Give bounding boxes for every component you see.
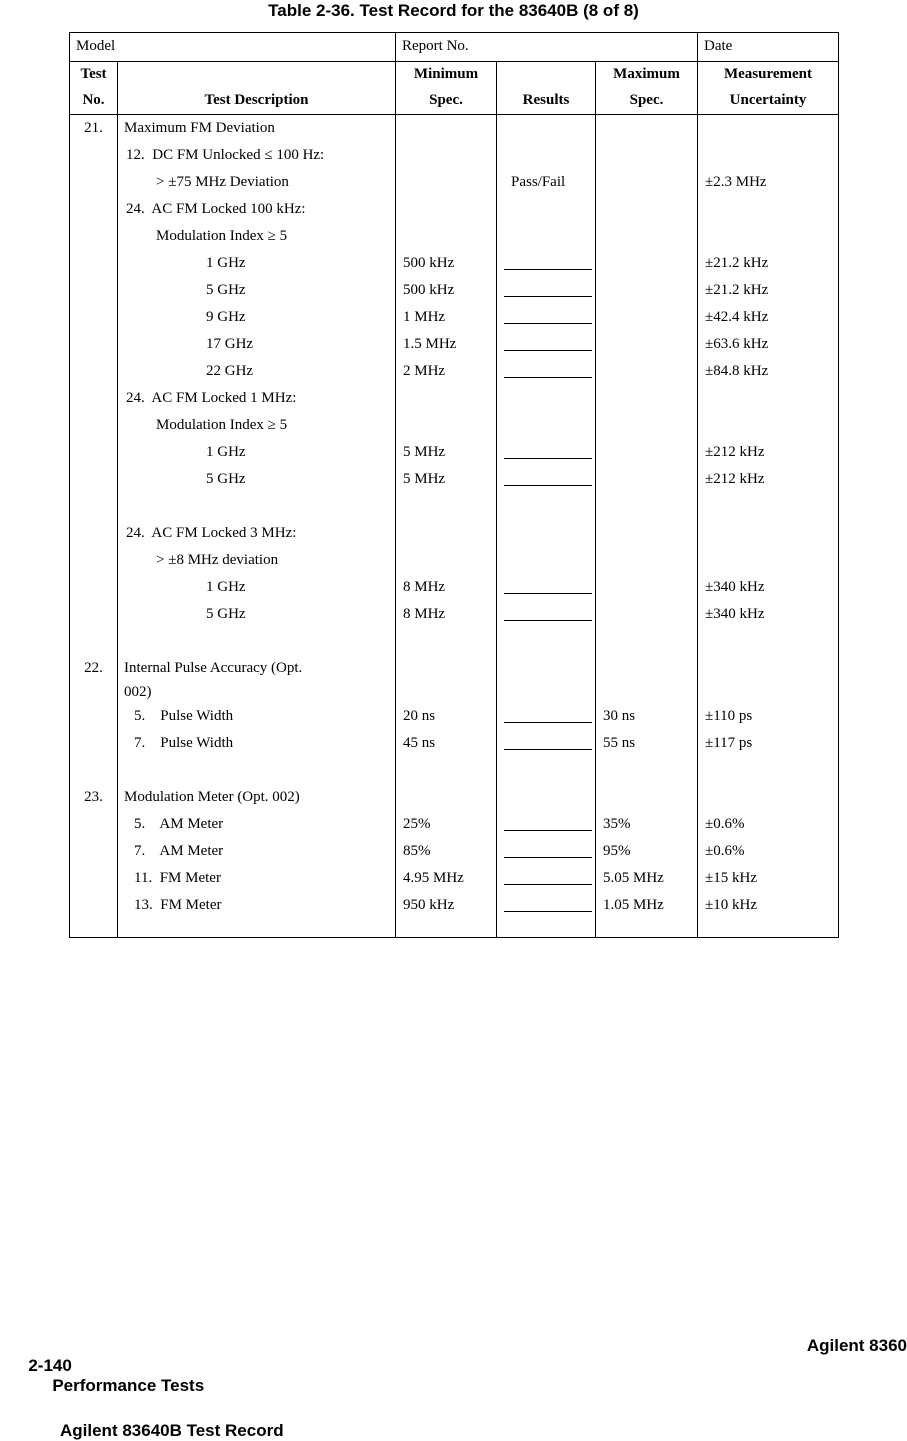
results-cell xyxy=(497,628,596,655)
table-row xyxy=(70,682,838,703)
results-cell xyxy=(497,730,596,757)
page-footer xyxy=(0,1336,907,1441)
result-blank-line xyxy=(504,323,592,324)
results-cell xyxy=(497,784,596,811)
min-spec-cell xyxy=(396,196,497,223)
header-results xyxy=(497,62,596,114)
max-spec-cell xyxy=(596,493,698,520)
results-cell xyxy=(497,655,596,682)
description-cell: > ±8 MHz deviation xyxy=(118,547,396,574)
min-spec-cell: 5 MHz xyxy=(396,439,497,466)
description-cell: 7. AM Meter xyxy=(118,838,396,865)
test-no-cell xyxy=(70,277,118,304)
description-cell: 5 GHz xyxy=(118,601,396,628)
test-no-cell xyxy=(70,169,118,196)
uncertainty-cell xyxy=(698,628,838,655)
results-cell xyxy=(497,838,596,865)
description-cell: 11. FM Meter xyxy=(118,865,396,892)
description-cell: 5 GHz xyxy=(118,277,396,304)
description-cell: 1 GHz xyxy=(118,574,396,601)
description-cell: 22 GHz xyxy=(118,358,396,385)
uncertainty-cell: ±63.6 kHz xyxy=(705,336,769,352)
uncertainty-cell xyxy=(698,520,838,547)
table-row xyxy=(70,439,838,466)
min-spec-cell: 1 MHz xyxy=(396,304,497,331)
description-cell: 24. AC FM Locked 1 MHz: xyxy=(118,385,396,412)
result-blank-line xyxy=(504,458,592,459)
min-spec-cell xyxy=(396,223,497,250)
results-cell xyxy=(497,601,596,628)
uncertainty-cell xyxy=(698,196,838,223)
table-row xyxy=(70,892,838,919)
results-cell xyxy=(497,250,596,277)
table-blank-row xyxy=(70,919,838,937)
table-row xyxy=(70,655,838,682)
results-cell xyxy=(497,358,596,385)
min-spec-cell: 8 MHz xyxy=(396,601,497,628)
uncertainty-cell: ±2.3 MHz xyxy=(705,174,767,190)
header-minimum-spec-line1: Minimum xyxy=(413,66,479,82)
results-cell xyxy=(497,142,596,169)
min-spec-cell: 4.95 MHz xyxy=(396,865,497,892)
test-no-cell xyxy=(70,250,118,277)
header-maximum-spec xyxy=(596,62,698,114)
results-cell xyxy=(497,520,596,547)
table-row xyxy=(70,730,838,757)
table-body xyxy=(70,115,838,937)
table-row xyxy=(70,115,838,142)
description-cell: 13. FM Meter xyxy=(118,892,396,919)
table-row xyxy=(70,196,838,223)
max-spec-cell xyxy=(596,331,698,358)
meta-model-cell: Model xyxy=(70,33,396,61)
uncertainty-cell xyxy=(698,547,838,574)
test-no-cell xyxy=(70,919,118,937)
max-spec-cell xyxy=(596,223,698,250)
max-spec-cell xyxy=(596,601,698,628)
test-no-cell xyxy=(70,865,118,892)
table-row xyxy=(70,520,838,547)
table-row xyxy=(70,142,838,169)
test-no-cell xyxy=(70,385,118,412)
header-measurement-uncertainty xyxy=(698,62,838,114)
max-spec-cell xyxy=(596,250,698,277)
test-no-cell: 21. xyxy=(70,115,118,142)
footer-section-title: Performance Tests xyxy=(52,1376,205,1395)
table-column-header-row xyxy=(70,62,838,115)
results-cell xyxy=(497,385,596,412)
header-maximum-spec-line1: Maximum xyxy=(613,66,680,82)
test-no-cell xyxy=(70,358,118,385)
max-spec-cell xyxy=(596,574,698,601)
table-meta-header-row xyxy=(70,33,838,62)
test-no-cell xyxy=(70,304,118,331)
min-spec-cell: 950 kHz xyxy=(396,892,497,919)
results-cell xyxy=(497,811,596,838)
description-cell xyxy=(118,628,396,655)
description-cell: Modulation Index ≥ 5 xyxy=(118,412,396,439)
min-spec-cell: 20 ns xyxy=(396,703,497,730)
uncertainty-cell xyxy=(698,682,838,703)
uncertainty-cell: ±212 kHz xyxy=(705,444,765,460)
header-test-no xyxy=(70,62,118,114)
max-spec-cell xyxy=(596,169,698,196)
uncertainty-cell: ±21.2 kHz xyxy=(705,282,769,298)
header-test-no-line2: No. xyxy=(82,92,105,108)
min-spec-cell: 45 ns xyxy=(396,730,497,757)
max-spec-cell xyxy=(596,358,698,385)
results-cell xyxy=(497,196,596,223)
uncertainty-cell xyxy=(698,115,838,142)
description-cell: Maximum FM Deviation xyxy=(118,115,396,142)
footer-subtitle: Agilent 83640B Test Record xyxy=(60,1421,284,1440)
table-row xyxy=(70,331,838,358)
meta-date-cell: Date xyxy=(704,38,733,54)
description-cell: Modulation Meter (Opt. 002) xyxy=(118,784,396,811)
uncertainty-cell: ±10 kHz xyxy=(705,897,757,913)
test-no-cell xyxy=(70,601,118,628)
test-no-cell: 23. xyxy=(70,784,118,811)
test-no-cell xyxy=(70,628,118,655)
result-blank-line xyxy=(504,620,592,621)
max-spec-cell xyxy=(596,412,698,439)
description-cell: 1 GHz xyxy=(118,250,396,277)
footer-line1 xyxy=(0,1336,907,1416)
max-spec-cell xyxy=(596,277,698,304)
results-cell xyxy=(497,892,596,919)
table-blank-row xyxy=(70,493,838,520)
max-spec-cell: 5.05 MHz xyxy=(596,865,698,892)
max-spec-cell xyxy=(596,784,698,811)
table-row xyxy=(70,250,838,277)
table-row xyxy=(70,385,838,412)
footer-right-title: Agilent 8360 xyxy=(806,1336,907,1355)
results-cell xyxy=(497,277,596,304)
footer-page-number: 2-140 xyxy=(28,1356,72,1375)
description-cell xyxy=(118,757,396,784)
max-spec-cell xyxy=(596,520,698,547)
max-spec-cell: 35% xyxy=(596,811,698,838)
description-cell: > ±75 MHz Deviation xyxy=(118,169,396,196)
max-spec-cell: 1.05 MHz xyxy=(596,892,698,919)
result-blank-line xyxy=(504,884,592,885)
uncertainty-cell xyxy=(698,142,838,169)
result-blank-line xyxy=(504,350,592,351)
min-spec-cell: 500 kHz xyxy=(396,277,497,304)
uncertainty-cell: ±0.6% xyxy=(705,843,745,859)
description-cell: 5 GHz xyxy=(118,466,396,493)
uncertainty-cell: ±21.2 kHz xyxy=(705,255,769,271)
description-cell: 002) xyxy=(118,682,396,703)
uncertainty-cell: ±42.4 kHz xyxy=(705,309,769,325)
min-spec-cell: 85% xyxy=(396,838,497,865)
table-row xyxy=(70,838,838,865)
test-no-cell xyxy=(70,223,118,250)
min-spec-cell xyxy=(396,142,497,169)
results-cell xyxy=(497,919,596,937)
test-no-cell xyxy=(70,142,118,169)
header-test-description-label: Test Description xyxy=(204,92,309,108)
result-blank-line xyxy=(504,377,592,378)
test-no-cell xyxy=(70,493,118,520)
description-cell xyxy=(118,919,396,937)
min-spec-cell xyxy=(396,169,497,196)
test-no-cell xyxy=(70,838,118,865)
uncertainty-cell: ±110 ps xyxy=(705,708,753,724)
uncertainty-cell xyxy=(698,223,838,250)
test-no-cell xyxy=(70,520,118,547)
meta-report-no-cell: Report No. xyxy=(396,33,698,61)
results-cell xyxy=(497,439,596,466)
min-spec-cell: 2 MHz xyxy=(396,358,497,385)
result-blank-line xyxy=(504,593,592,594)
max-spec-cell xyxy=(596,439,698,466)
header-results-label: Results xyxy=(522,92,570,108)
description-cell: 9 GHz xyxy=(118,304,396,331)
max-spec-cell xyxy=(596,655,698,682)
results-cell xyxy=(497,115,596,142)
test-no-cell xyxy=(70,466,118,493)
uncertainty-cell: ±340 kHz xyxy=(705,579,765,595)
page-title: Table 2-36. Test Record for the 83640B (8 of 8) xyxy=(268,1,639,20)
results-cell xyxy=(497,682,596,703)
table-blank-row xyxy=(70,757,838,784)
max-spec-cell xyxy=(596,115,698,142)
test-no-cell xyxy=(70,757,118,784)
description-cell: 5. Pulse Width xyxy=(118,703,396,730)
uncertainty-cell: ±340 kHz xyxy=(705,606,765,622)
footer-left xyxy=(0,1336,204,1416)
header-test-description xyxy=(118,62,396,114)
min-spec-cell: 1.5 MHz xyxy=(396,331,497,358)
min-spec-cell: 500 kHz xyxy=(396,250,497,277)
max-spec-cell xyxy=(596,628,698,655)
uncertainty-cell: ±117 ps xyxy=(705,735,753,751)
table-blank-row xyxy=(70,628,838,655)
header-minimum-spec xyxy=(396,62,497,114)
table-row xyxy=(70,358,838,385)
uncertainty-cell xyxy=(698,784,838,811)
header-measurement-uncertainty-line1: Measurement xyxy=(723,66,813,82)
results-cell xyxy=(497,865,596,892)
result-blank-line xyxy=(504,269,592,270)
test-no-cell xyxy=(70,730,118,757)
results-cell xyxy=(497,466,596,493)
description-cell: 5. AM Meter xyxy=(118,811,396,838)
max-spec-cell xyxy=(596,466,698,493)
table-row xyxy=(70,547,838,574)
uncertainty-cell xyxy=(698,757,838,784)
table-row xyxy=(70,865,838,892)
max-spec-cell xyxy=(596,196,698,223)
description-cell: Modulation Index ≥ 5 xyxy=(118,223,396,250)
uncertainty-cell: ±212 kHz xyxy=(705,471,765,487)
table-row xyxy=(70,169,838,196)
description-cell: 17 GHz xyxy=(118,331,396,358)
uncertainty-cell: ±84.8 kHz xyxy=(705,363,769,379)
table-row xyxy=(70,784,838,811)
max-spec-cell xyxy=(596,757,698,784)
max-spec-cell xyxy=(596,919,698,937)
min-spec-cell xyxy=(396,385,497,412)
max-spec-cell: 95% xyxy=(596,838,698,865)
result-blank-line xyxy=(504,296,592,297)
test-no-cell: 22. xyxy=(70,655,118,682)
table-row xyxy=(70,601,838,628)
max-spec-cell xyxy=(596,142,698,169)
description-cell: 24. AC FM Locked 100 kHz: xyxy=(118,196,396,223)
min-spec-cell xyxy=(396,115,497,142)
table-row xyxy=(70,304,838,331)
test-no-cell xyxy=(70,547,118,574)
table-row xyxy=(70,412,838,439)
results-cell xyxy=(497,547,596,574)
min-spec-cell xyxy=(396,682,497,703)
table-row xyxy=(70,703,838,730)
result-blank-line xyxy=(504,830,592,831)
min-spec-cell: 25% xyxy=(396,811,497,838)
results-cell xyxy=(497,703,596,730)
test-no-cell xyxy=(70,331,118,358)
result-blank-line xyxy=(504,485,592,486)
uncertainty-cell xyxy=(698,493,838,520)
min-spec-cell xyxy=(396,757,497,784)
table-row xyxy=(70,811,838,838)
max-spec-cell: 55 ns xyxy=(596,730,698,757)
description-cell: 24. AC FM Locked 3 MHz: xyxy=(118,520,396,547)
results-cell: Pass/Fail xyxy=(497,169,596,196)
max-spec-cell xyxy=(596,682,698,703)
header-test-no-line1: Test xyxy=(80,66,107,82)
table-row xyxy=(70,574,838,601)
results-cell xyxy=(497,331,596,358)
table-row xyxy=(70,466,838,493)
max-spec-cell xyxy=(596,304,698,331)
description-cell: 1 GHz xyxy=(118,439,396,466)
results-cell xyxy=(497,574,596,601)
test-no-cell xyxy=(70,892,118,919)
uncertainty-cell: ±15 kHz xyxy=(705,870,757,886)
max-spec-cell: 30 ns xyxy=(596,703,698,730)
test-no-cell xyxy=(70,439,118,466)
test-no-cell xyxy=(70,196,118,223)
min-spec-cell xyxy=(396,520,497,547)
result-blank-line xyxy=(504,911,592,912)
max-spec-cell xyxy=(596,547,698,574)
uncertainty-cell xyxy=(698,412,838,439)
test-no-cell xyxy=(70,703,118,730)
description-cell: Internal Pulse Accuracy (Opt. xyxy=(118,655,396,682)
results-cell xyxy=(497,757,596,784)
min-spec-cell: 5 MHz xyxy=(396,466,497,493)
min-spec-cell xyxy=(396,919,497,937)
max-spec-cell xyxy=(596,385,698,412)
min-spec-cell xyxy=(396,655,497,682)
test-no-cell xyxy=(70,574,118,601)
result-blank-line xyxy=(504,857,592,858)
test-record-table xyxy=(69,32,839,938)
result-blank-line xyxy=(504,722,592,723)
min-spec-cell xyxy=(396,628,497,655)
uncertainty-cell xyxy=(698,655,838,682)
description-cell: 7. Pulse Width xyxy=(118,730,396,757)
header-measurement-uncertainty-line2: Uncertainty xyxy=(729,92,807,108)
description-cell xyxy=(118,493,396,520)
header-maximum-spec-line2: Spec. xyxy=(629,92,664,108)
uncertainty-cell xyxy=(698,385,838,412)
test-no-cell xyxy=(70,682,118,703)
min-spec-cell: 8 MHz xyxy=(396,574,497,601)
table-row xyxy=(70,277,838,304)
min-spec-cell xyxy=(396,412,497,439)
result-blank-line xyxy=(504,749,592,750)
table-row xyxy=(70,223,838,250)
results-cell xyxy=(497,493,596,520)
uncertainty-cell: ±0.6% xyxy=(705,816,745,832)
description-cell: 12. DC FM Unlocked ≤ 100 Hz: xyxy=(118,142,396,169)
min-spec-cell xyxy=(396,784,497,811)
test-no-cell xyxy=(70,811,118,838)
results-cell xyxy=(497,412,596,439)
header-minimum-spec-line2: Spec. xyxy=(429,92,463,108)
results-cell xyxy=(497,223,596,250)
results-cell xyxy=(497,304,596,331)
min-spec-cell xyxy=(396,493,497,520)
min-spec-cell xyxy=(396,547,497,574)
uncertainty-cell xyxy=(698,919,838,937)
test-no-cell xyxy=(70,412,118,439)
